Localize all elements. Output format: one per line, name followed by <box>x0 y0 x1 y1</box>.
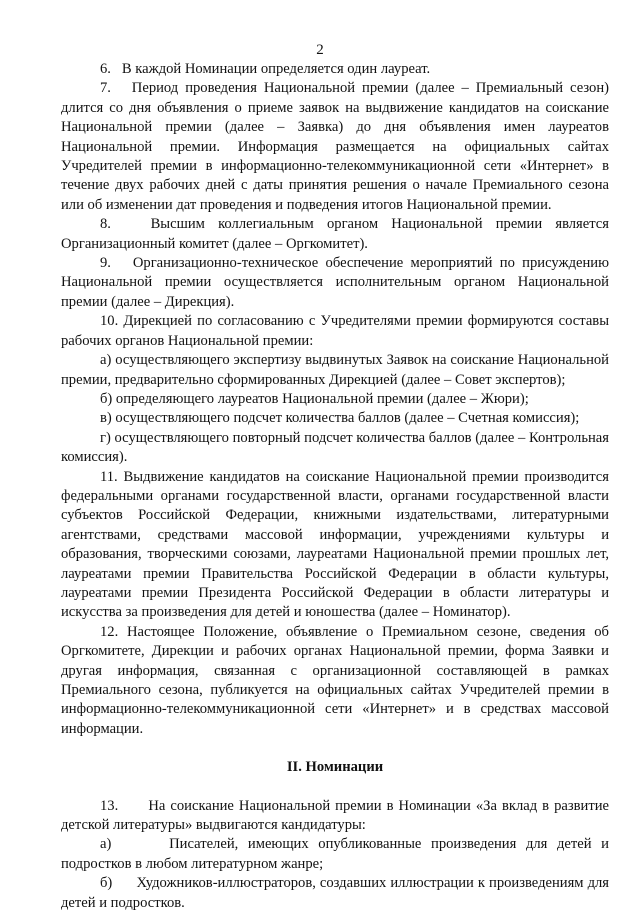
paragraph-10: 10. Дирекцией по согласованию с Учредителями премии формируются составы рабочих органов Национальной премии: <box>61 313 609 349</box>
nomination-item-a: а) Писателей, имеющих опубликованные произведения для детей и подростков в любом литературном жанре; <box>61 836 609 872</box>
list-item-d: г) осуществляющего повторный подсчет количества баллов (далее – Контрольная комиссия). <box>61 429 609 466</box>
list-item-a: а) осуществляющего экспертизу выдвинутых Заявок на соискание Национальной премии, предварительно сформированных Дирекцией (далее – Совет экспертов); <box>61 352 609 388</box>
list-item-c: в) осуществляющего подсчет количества баллов (далее – Счетная комиссия); <box>100 410 580 427</box>
paragraph-8: 8. Высшим коллегиальным органом Национальной премии является Организационный комитет (далее – Оргкомитет). <box>61 216 609 252</box>
paragraph-9: 9. Организационно-техническое обеспечение мероприятий по присуждению Национальной премии осуществляется исполнительным органом Национальной премии (далее – Дирекция). <box>61 255 609 310</box>
paragraph-7: 7. Период проведения Национальной премии (далее – Премиальный сезон) длится со дня объявления о приеме заявок на выдвижение кандидатов на соискание Национальной премии (далее – Заявка) до дня объявления имен лауреатов Национальной премии. Информация размещается на официальных сайтах Учредителей премии в информационно-телекоммуникационной сети «Интернет» в течение двух рабочих дней с даты принятия решения о начале Премиального сезона или об изменении дат проведения и подведения итогов Национальной премии. <box>61 80 609 213</box>
section-heading: II. Номинации <box>286 759 384 776</box>
nomination-item-b: б) Художников-иллюстраторов, создавших иллюстрации к произведениям для детей и подростков. <box>61 875 609 911</box>
paragraph-12: 12. Настоящее Положение, объявление о Премиальном сезоне, сведения об Оргкомитете, Дирекции и рабочих органах Национальной премии, форма Заявки и другая информация, связанная с организационной составляющей в рамках Премиального сезона, публикуется на официальных сайтах Учредителей премии в информационно-телекоммуникационной сети «Интернет» и в средствах массовой информации. <box>61 623 609 737</box>
list-item-b: б) определяющего лауреатов Национальной премии (далее – Жюри); <box>100 390 529 407</box>
page-number: 2 <box>316 42 324 58</box>
paragraph-11: 11. Выдвижение кандидатов на соискание Национальной премии производится федеральными органами государственной власти, органами государственной власти субъектов Российской Федерации, книжными издательствами, литературными агентствами, средствами массовой информации, учреждениями культуры и образования, творческими союзами, лауреатами Национальной премии прошлых лет, лауреатами премии Правительства Российской Федерации в области культуры, лауреатами премии Президента Российской Федерации в области литературы и искусства за произведения для детей и юношества (далее – Номинатор). <box>61 468 609 621</box>
paragraph-6: 6. В каждой Номинации определяется один лауреат. <box>100 61 431 77</box>
paragraph-13: 13. На соискание Национальной премии в Номинации «За вклад в развитие детской литературы» выдвигаются кандидатуры: <box>61 797 609 834</box>
document-body <box>61 60 609 913</box>
